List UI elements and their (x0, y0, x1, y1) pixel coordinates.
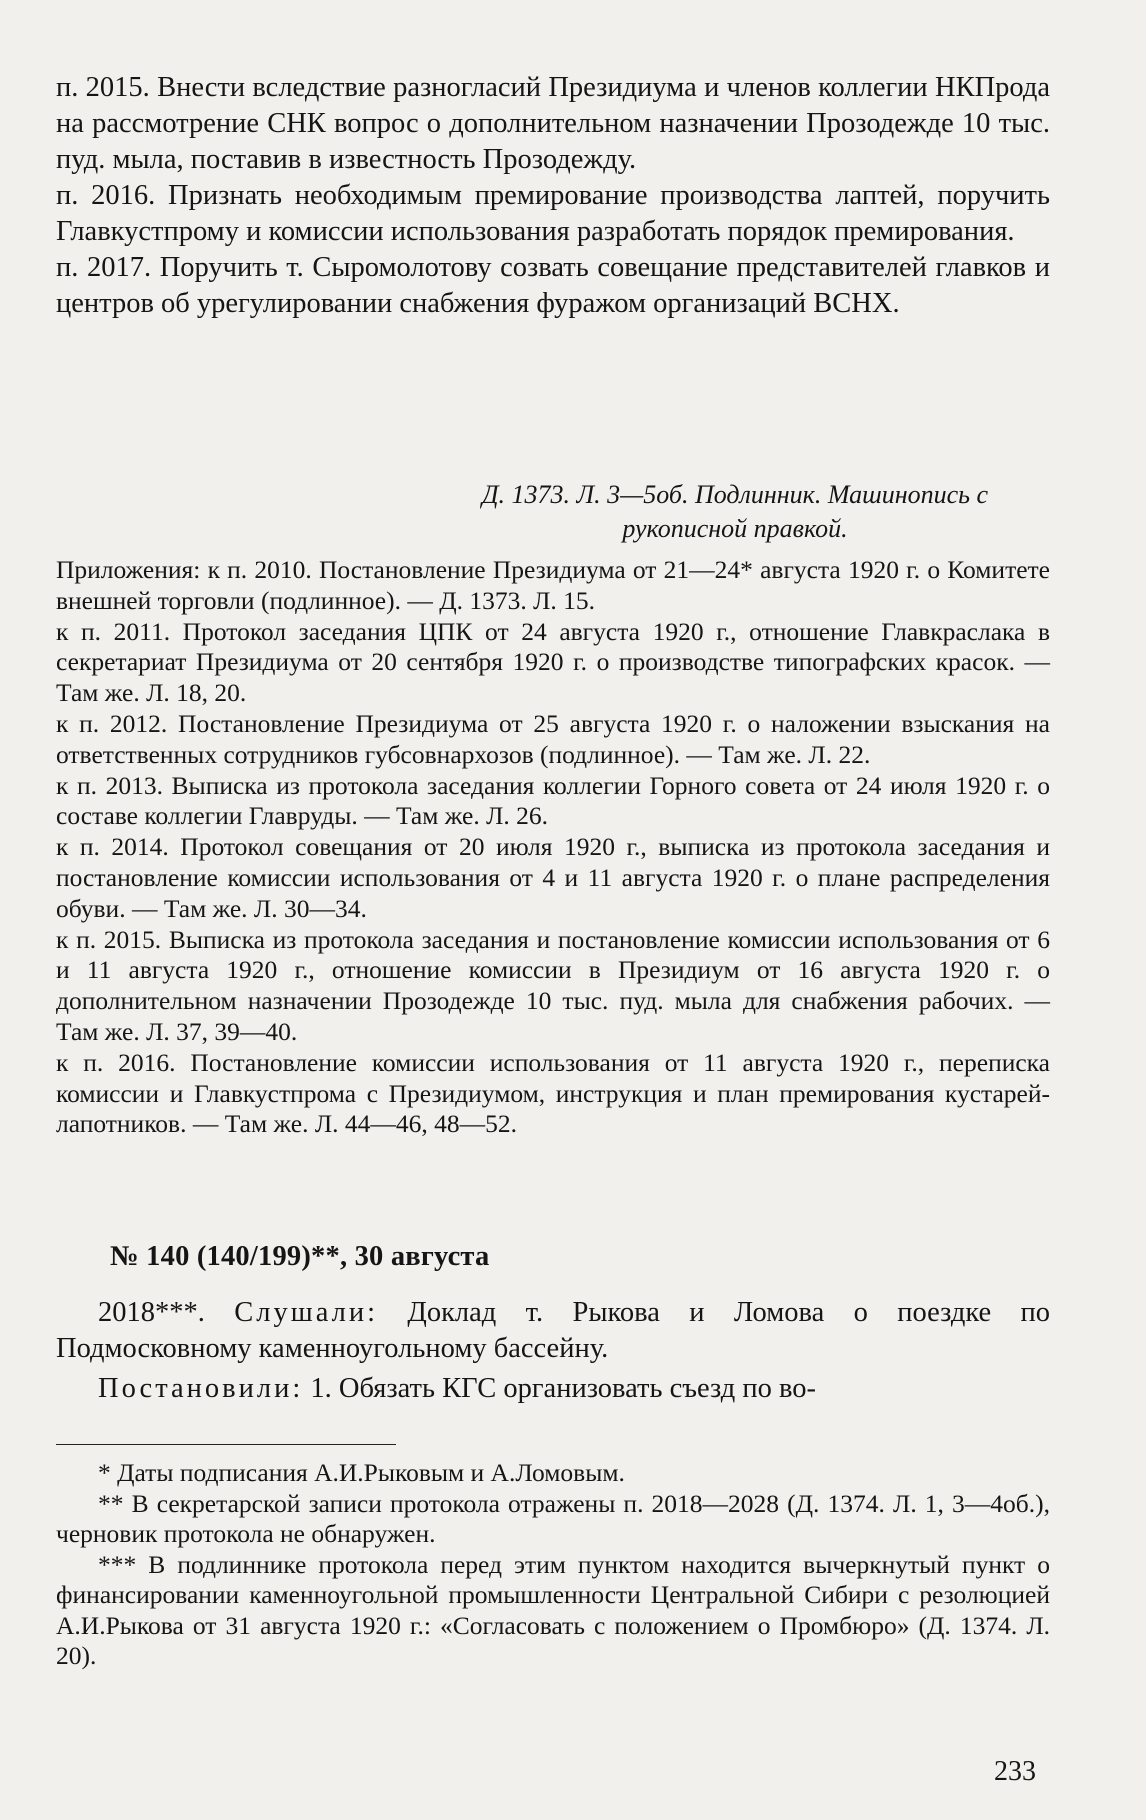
item-2016: п. 2016. Признать необходимым премирование производства лаптей, поручить Главкустпрому и комиссии использования разработать порядок премирования. (56, 180, 1050, 247)
item-2017: п. 2017. Поручить т. Сыромолотову созвать совещание представителей главков и центров об урегулировании снабжения фуражом организаций ВСНХ. (56, 252, 1050, 319)
appendix-2014: к п. 2014. Протокол совещания от 20 июля 1920 г., выписка из протокола заседания и постановление комиссии использования от 4 и 11 августа 1920 г. о плане распределения обуви. — Там же. Л. 30—34. (56, 832, 1050, 923)
heard-label: Слушали: (234, 1297, 378, 1328)
footnotes (56, 1458, 1050, 1672)
resolved-text: 1. Обязать КГС организовать съезд по во- (310, 1373, 816, 1404)
page-number: 233 (994, 1756, 1036, 1787)
footnote-2: ** В секретарской записи протокола отражены п. 2018—2028 (Д. 1374. Л. 1, 3—4об.), черновик протокола не обнаружен. (56, 1488, 1050, 1548)
footnote-3: *** В подлиннике протокола перед этим пунктом находится вычеркнутый пункт о финансировании каменноугольной промышленности Центральной Сибири с резолюцией А.И.Рыкова от 31 августа 1920 г.: «Согласовать с положением о Промбюро» (Д. 1374. Л. 20). (56, 1549, 1050, 1670)
appendices (56, 555, 1050, 1140)
item-2018-heard (56, 1295, 1050, 1367)
item-2015: п. 2015. Внести вследствие разногласий Президиума и членов коллегии НКПрода на рассмотрение СНК вопрос о дополнительном назначении Прозодежде 10 тыс. пуд. мыла, поставив в известность Прозодежду. (56, 72, 1050, 175)
appendix-2010: Приложения: к п. 2010. Постановление Президиума от 21—24* августа 1920 г. о Комитете внешней торговли (подлинное). — Д. 1373. Л. 15. (56, 555, 1050, 615)
item-2018-number: 2018***. (98, 1297, 205, 1328)
item-2018 (56, 1295, 1050, 1407)
archive-reference: Д. 1373. Л. 3—5об. Подлинник. Машинопись с рукописной правкой. (481, 480, 989, 543)
appendix-2011: к п. 2011. Протокол заседания ЦПК от 24 августа 1920 г., отношение Главкраслака в секретариат Президиума от 20 сентября 1920 г. о производстве типографских красок. — Там же. Л. 18, 20. (56, 616, 1050, 708)
appendix-2016: к п. 2016. Постановление комиссии использования от 11 августа 1920 г., переписка комиссии и Главкустпрома с Президиумом, инструкция и план премирования кустарей-лапотников. — Там же. Л. 44—46, 48—52. (56, 1047, 1050, 1139)
appendix-2012: к п. 2012. Постановление Президиума от 25 августа 1920 г. о наложении взыскания на ответственных сотрудников губсовнархозов (подлинное). — Там же. Л. 22. (56, 708, 1050, 769)
heard-text: Доклад т. Рыкова и Ломова о поездке по Подмосковному каменноугольному бассейну. (56, 1297, 1051, 1364)
section-heading: № 140 (140/199)**, 30 августа (110, 1241, 490, 1272)
main-items (56, 70, 1050, 322)
footnote-divider (56, 1444, 396, 1445)
item-2018-resolved (56, 1371, 1050, 1407)
resolved-label: Постановили: (98, 1373, 304, 1404)
appendix-2013: к п. 2013. Выписка из протокола заседания коллегии Горного совета от 24 июля 1920 г. о составе коллегии Главруды. — Там же. Л. 26. (56, 770, 1050, 831)
footnote-1: * Даты подписания А.И.Рыковым и А.Ломовым. (98, 1458, 625, 1487)
appendix-2015: к п. 2015. Выписка из протокола заседания и постановление комиссии использования от 6 и 11 августа 1920 г., отношение комиссии в Президиум от 16 августа 1920 г. о дополнительном назначении Прозодежде 10 тыс. пуд. мыла для снабжения рабочих. — Там же. Л. 37, 39—40. (56, 924, 1050, 1046)
